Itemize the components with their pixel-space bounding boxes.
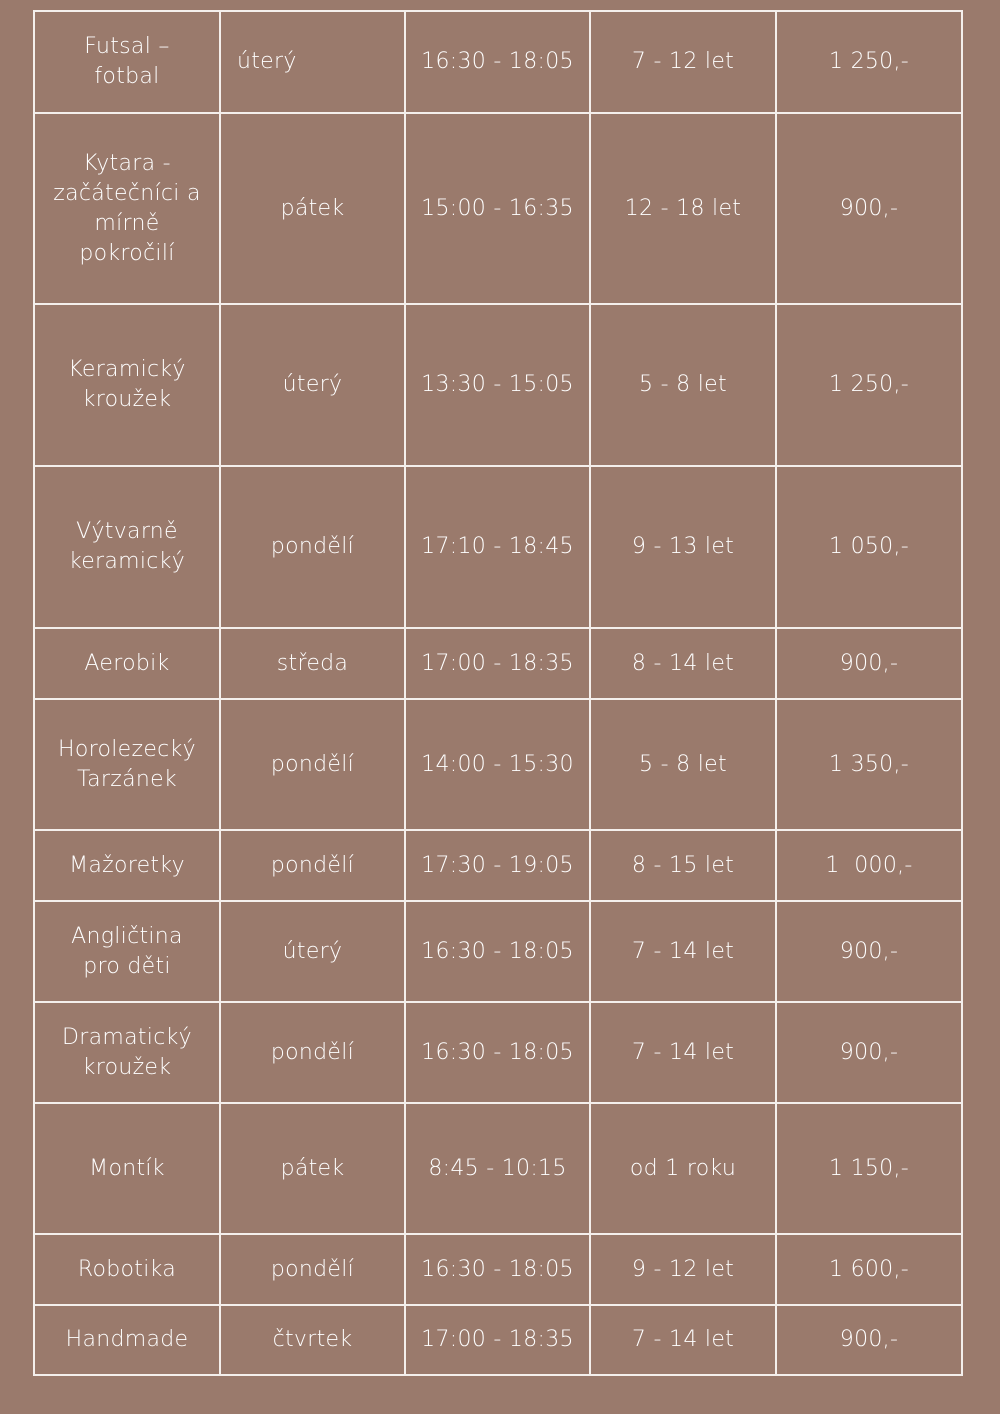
course-time: 16:30 - 18:05	[405, 11, 590, 113]
course-day: úterý	[220, 901, 405, 1002]
course-name: Mažoretky	[34, 830, 220, 901]
course-day: pondělí	[220, 830, 405, 901]
course-price: 900,-	[776, 628, 962, 699]
course-age: od 1 roku	[590, 1103, 776, 1234]
course-name: Keramický kroužek	[34, 304, 220, 466]
course-time: 17:10 - 18:45	[405, 466, 590, 628]
course-name: Kytara - začátečníci a mírně pokročilí	[34, 113, 220, 304]
course-time: 17:00 - 18:35	[405, 628, 590, 699]
course-time: 17:00 - 18:35	[405, 1305, 590, 1375]
table-row	[34, 466, 962, 628]
course-time: 15:00 - 16:35	[405, 113, 590, 304]
course-day: pondělí	[220, 466, 405, 628]
course-price: 900,-	[776, 1002, 962, 1103]
course-age: 5 - 8 let	[590, 304, 776, 466]
course-age: 7 - 12 let	[590, 11, 776, 113]
table-row	[34, 830, 962, 901]
course-name: Robotika	[34, 1234, 220, 1305]
table-row	[34, 1103, 962, 1234]
table-row	[34, 1002, 962, 1103]
course-time: 14:00 - 15:30	[405, 699, 590, 830]
course-time: 16:30 - 18:05	[405, 901, 590, 1002]
course-name: Futsal – fotbal	[34, 11, 220, 113]
course-age: 5 - 8 let	[590, 699, 776, 830]
course-price: 1 600,-	[776, 1234, 962, 1305]
course-age: 8 - 14 let	[590, 628, 776, 699]
course-day: pondělí	[220, 1234, 405, 1305]
course-price: 1 350,-	[776, 699, 962, 830]
table-row	[34, 11, 962, 113]
table-row	[34, 699, 962, 830]
course-price: 1 050,-	[776, 466, 962, 628]
course-name: Aerobik	[34, 628, 220, 699]
table-row	[34, 1234, 962, 1305]
course-time: 13:30 - 15:05	[405, 304, 590, 466]
course-age: 8 - 15 let	[590, 830, 776, 901]
course-time: 16:30 - 18:05	[405, 1002, 590, 1103]
course-price: 900,-	[776, 901, 962, 1002]
course-price: 1 150,-	[776, 1103, 962, 1234]
course-time: 16:30 - 18:05	[405, 1234, 590, 1305]
course-age: 7 - 14 let	[590, 1305, 776, 1375]
course-age: 7 - 14 let	[590, 1002, 776, 1103]
course-price: 1 250,-	[776, 304, 962, 466]
course-age: 9 - 13 let	[590, 466, 776, 628]
course-price: 900,-	[776, 113, 962, 304]
course-name: Dramatický kroužek	[34, 1002, 220, 1103]
course-age: 7 - 14 let	[590, 901, 776, 1002]
course-day: středa	[220, 628, 405, 699]
course-name: Montík	[34, 1103, 220, 1234]
course-day: úterý	[220, 304, 405, 466]
course-age: 9 - 12 let	[590, 1234, 776, 1305]
course-day: pondělí	[220, 699, 405, 830]
course-day: úterý	[220, 11, 405, 113]
course-day: pátek	[220, 1103, 405, 1234]
course-age: 12 - 18 let	[590, 113, 776, 304]
course-name: Horolezecký Tarzánek	[34, 699, 220, 830]
table-row	[34, 113, 962, 304]
course-price: 1 250,-	[776, 11, 962, 113]
table-row	[34, 901, 962, 1002]
course-price: 900,-	[776, 1305, 962, 1375]
course-day: čtvrtek	[220, 1305, 405, 1375]
table-row	[34, 1305, 962, 1375]
course-time: 8:45 - 10:15	[405, 1103, 590, 1234]
course-time: 17:30 - 19:05	[405, 830, 590, 901]
course-name: Výtvarně keramický	[34, 466, 220, 628]
course-name: Angličtina pro děti	[34, 901, 220, 1002]
table-row	[34, 304, 962, 466]
table-row	[34, 628, 962, 699]
course-day: pátek	[220, 113, 405, 304]
course-day: pondělí	[220, 1002, 405, 1103]
course-name: Handmade	[34, 1305, 220, 1375]
course-price: 1 000,-	[776, 830, 962, 901]
course-schedule-table	[33, 10, 963, 1376]
